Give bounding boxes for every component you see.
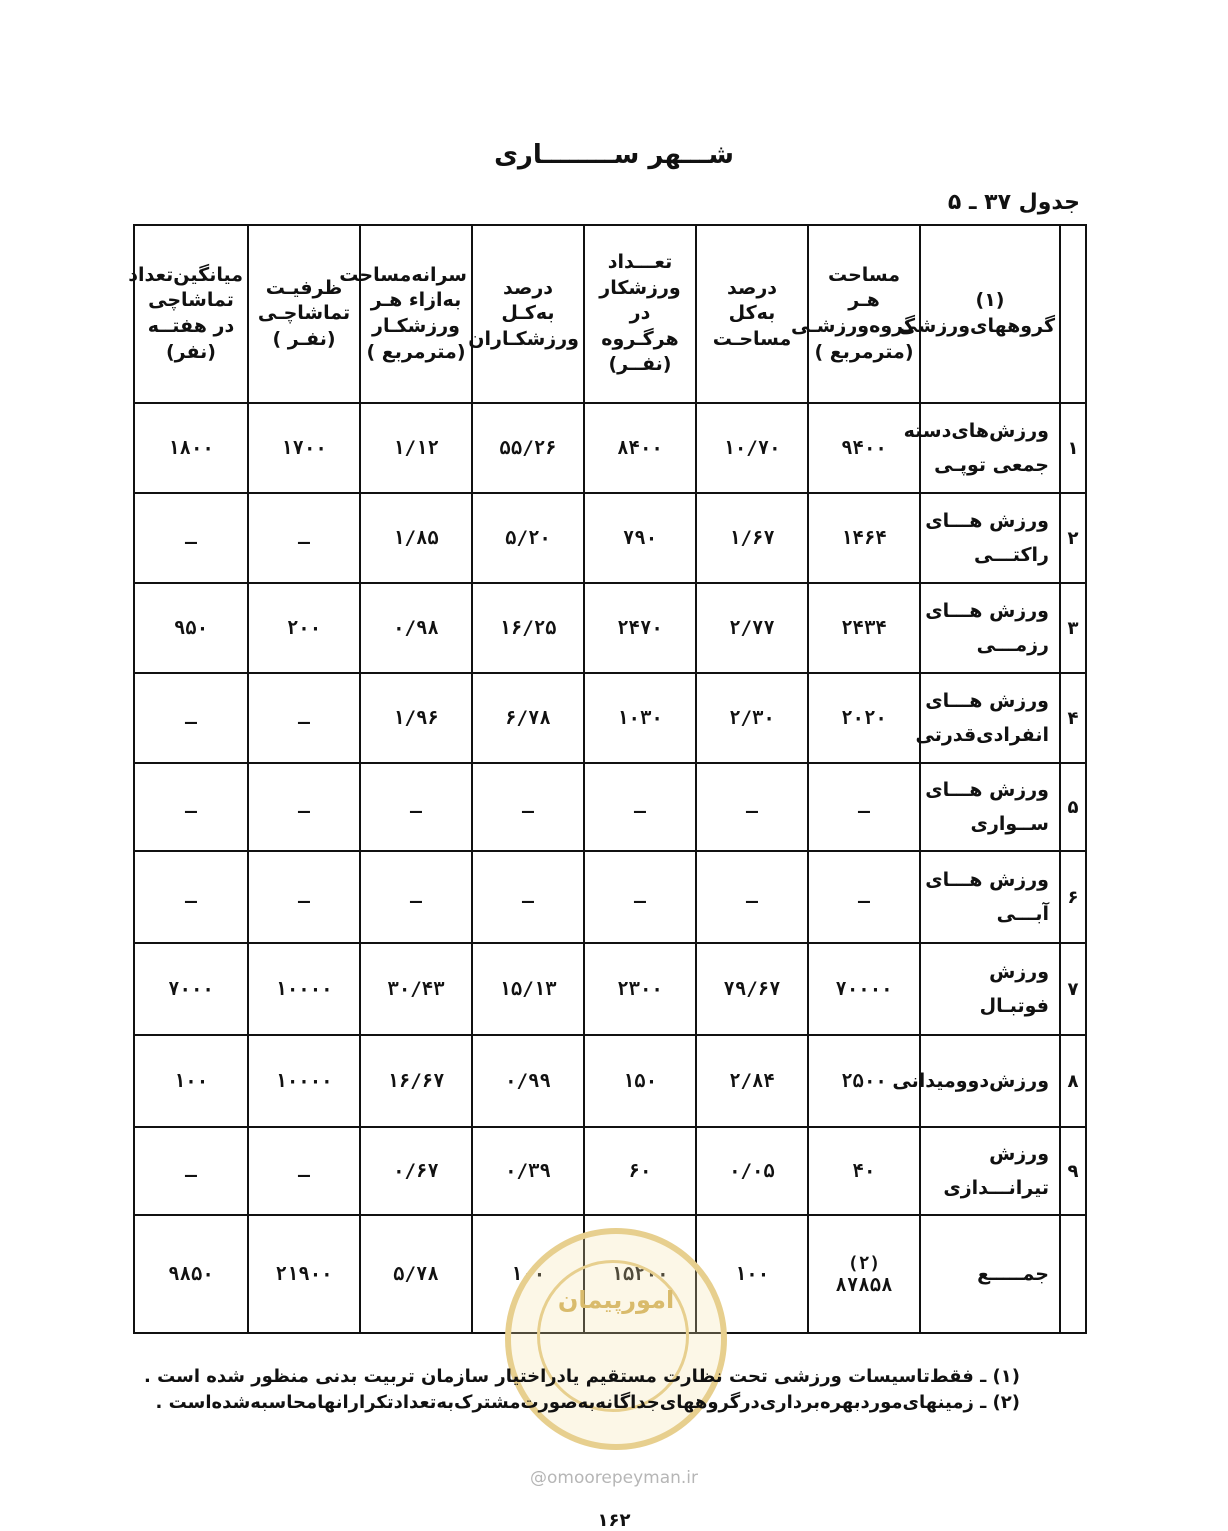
page-number: ۱۶۲ [597,1510,631,1531]
cell-athletes-pct: ـ [472,851,584,943]
cell-athletes: ۲۳۰۰ [584,943,696,1035]
total-per-capita: ۵/۷۸ [360,1215,472,1333]
row-group-name: ورزش تیرانـــدازی [920,1127,1060,1215]
cell-capacity: ۱۷۰۰ [248,403,360,493]
row-group-name: ورزش‌دوومیدانی [920,1035,1060,1127]
table-row [134,583,1086,673]
total-label: جمـــــع [920,1215,1060,1333]
cell-area: ۲۰۲۰ [808,673,920,763]
table-row [134,1127,1086,1215]
cell-per-capita: ۰/۶۷ [360,1127,472,1215]
cell-capacity: ـ [248,493,360,583]
site-watermark: @omoorepeyman.ir [529,1468,699,1488]
cell-per-capita: ۱/۸۵ [360,493,472,583]
total-spectators: ۹۸۵۰ [134,1215,248,1333]
cell-athletes: ۸۴۰۰ [584,403,696,493]
table-row [134,1035,1086,1127]
table-row [134,943,1086,1035]
cell-area-pct: ۲/۷۷ [696,583,808,673]
cell-capacity: ـ [248,851,360,943]
row-group-name: ورزش هـــای رزمـــی [920,583,1060,673]
cell-area: ۲۴۳۴ [808,583,920,673]
header-area: مساحت هـر گروه‌ورزشـی (مترمربع ) [808,225,920,403]
cell-area: ۴۰ [808,1127,920,1215]
cell-capacity: ۱۰۰۰۰ [248,943,360,1035]
cell-athletes-pct: ۵/۲۰ [472,493,584,583]
row-index: ۸ [1060,1035,1086,1127]
cell-athletes-pct: ۵۵/۲۶ [472,403,584,493]
cell-capacity: ـ [248,673,360,763]
watermark-seal [505,1228,727,1450]
cell-area-pct: ۱۰/۷۰ [696,403,808,493]
row-index: ۴ [1060,673,1086,763]
row-group-name: ورزش هـــای ســواری [920,763,1060,851]
cell-athletes: ـ [584,851,696,943]
header-athletes: تعـــداد ورزشکار در هرگـروه (نفــر) [584,225,696,403]
cell-athletes: ۱۰۳۰ [584,673,696,763]
footnote-1: (۱) ـ فقط‌تاسیسات ورزشی تحت نظارت مستقیم یادراختیار سازمان تربیت بدنی منظور شده است . [143,1366,1020,1387]
cell-area-pct: ۰/۰۵ [696,1127,808,1215]
row-group-name: ورزش هـــای انفرادی‌قدرتی [920,673,1060,763]
cell-area-pct: ـ [696,851,808,943]
cell-athletes: ۶۰ [584,1127,696,1215]
cell-per-capita: ـ [360,851,472,943]
footnotes [143,1364,1020,1416]
cell-spectators: ـ [134,851,248,943]
cell-capacity: ۱۰۰۰۰ [248,1035,360,1127]
cell-per-capita: ۱/۹۶ [360,673,472,763]
cell-spectators: ـ [134,673,248,763]
row-index: ۷ [1060,943,1086,1035]
row-index: ۲ [1060,493,1086,583]
cell-spectators: ـ [134,763,248,851]
cell-per-capita: ۱/۱۲ [360,403,472,493]
cell-athletes-pct: ۱۵/۱۳ [472,943,584,1035]
cell-per-capita: ۰/۹۸ [360,583,472,673]
cell-area-pct: ۷۹/۶۷ [696,943,808,1035]
total-area: ۸۷۸۵۸ [835,1273,893,1296]
cell-spectators: ۱۰۰ [134,1035,248,1127]
cell-spectators: ـ [134,493,248,583]
cell-area-pct: ۲/۸۴ [696,1035,808,1127]
cell-area: ـ [808,851,920,943]
cell-per-capita: ـ [360,763,472,851]
cell-area-pct: ۱/۶۷ [696,493,808,583]
header-capacity: ظرفیـت تماشاچـی (نفـر ) [248,225,360,403]
row-group-name: ورزش هـــای آبـــی [920,851,1060,943]
cell-capacity: ـ [248,1127,360,1215]
cell-athletes-pct: ۱۶/۲۵ [472,583,584,673]
row-index: ۵ [1060,763,1086,851]
cell-spectators: ۹۵۰ [134,583,248,673]
cell-per-capita: ۳۰/۴۳ [360,943,472,1035]
page-title: شـــهر ســــــــاری [494,140,734,170]
cell-spectators: ۷۰۰۰ [134,943,248,1035]
cell-capacity: ۲۰۰ [248,583,360,673]
cell-athletes-pct: ۰/۳۹ [472,1127,584,1215]
footnote-2: (۲) ـ زمینهای‌مورد‌بهره‌برداری‌درگروههای‌جداگانه‌به‌صورت‌مشترک‌به‌تعدادتکرارانها‌محاسبه‌شده‌است . [155,1392,1020,1414]
cell-area-pct: ـ [696,763,808,851]
row-group-name: ورزش فوتبـال [920,943,1060,1035]
table-row [134,673,1086,763]
header-row [134,225,1086,403]
header-area-pct: درصد به‌کل مساحـت [696,225,808,403]
row-group-name: ورزش‌های‌دسته جمعی توپـی [920,403,1060,493]
cell-area: ۱۴۶۴ [808,493,920,583]
total-capacity: ۲۱۹۰۰ [248,1215,360,1333]
cell-area: ـ [808,763,920,851]
row-index: ۳ [1060,583,1086,673]
total-area-cell [808,1215,920,1333]
total-athletes-pct: ۱۰۰ [472,1215,584,1333]
cell-area-pct: ۲/۳۰ [696,673,808,763]
header-idx [1060,225,1086,403]
row-index: ۶ [1060,851,1086,943]
table-row [134,851,1086,943]
cell-per-capita: ۱۶/۶۷ [360,1035,472,1127]
cell-capacity: ـ [248,763,360,851]
table-label: جدول ۳۷ ـ ۵ [947,190,1080,215]
cell-athletes-pct: ـ [472,763,584,851]
footnote-2-marker: (۲) [847,1252,881,1274]
cell-spectators: ۱۸۰۰ [134,403,248,493]
cell-athletes: ـ [584,763,696,851]
table-row [134,763,1086,851]
cell-area: ۲۵۰۰ [808,1035,920,1127]
cell-area: ۹۴۰۰ [808,403,920,493]
table-row [134,493,1086,583]
cell-spectators: ـ [134,1127,248,1215]
header-group: (۱) گروهها‌ی‌ورزشی [920,225,1060,403]
row-index: ۱ [1060,403,1086,493]
total-athletes: ۱۵۲۰۰ [584,1215,696,1333]
total-area-pct: ۱۰۰ [696,1215,808,1333]
cell-athletes-pct: ۶/۷۸ [472,673,584,763]
row-index [1060,1215,1086,1333]
header-athletes-pct: درصد به‌کـل ورزشکـاران [472,225,584,403]
cell-athletes: ۱۵۰ [584,1035,696,1127]
watermark-text: امورپیمان [557,1286,675,1314]
cell-athletes: ۷۹۰ [584,493,696,583]
sports-table [128,224,1087,1334]
table-row [134,403,1086,493]
header-per-capita: سرانه‌مساحت به‌ازاء هـر ورزشکـار (مترمربع ) [360,225,472,403]
row-group-name: ورزش هـــای راکتـــی [920,493,1060,583]
row-index: ۹ [1060,1127,1086,1215]
cell-area: ۷۰۰۰۰ [808,943,920,1035]
cell-athletes: ۲۴۷۰ [584,583,696,673]
cell-athletes-pct: ۰/۹۹ [472,1035,584,1127]
header-spectators: میانگین‌تعداد تماشاچی در هفتــه (نفر) [134,225,248,403]
